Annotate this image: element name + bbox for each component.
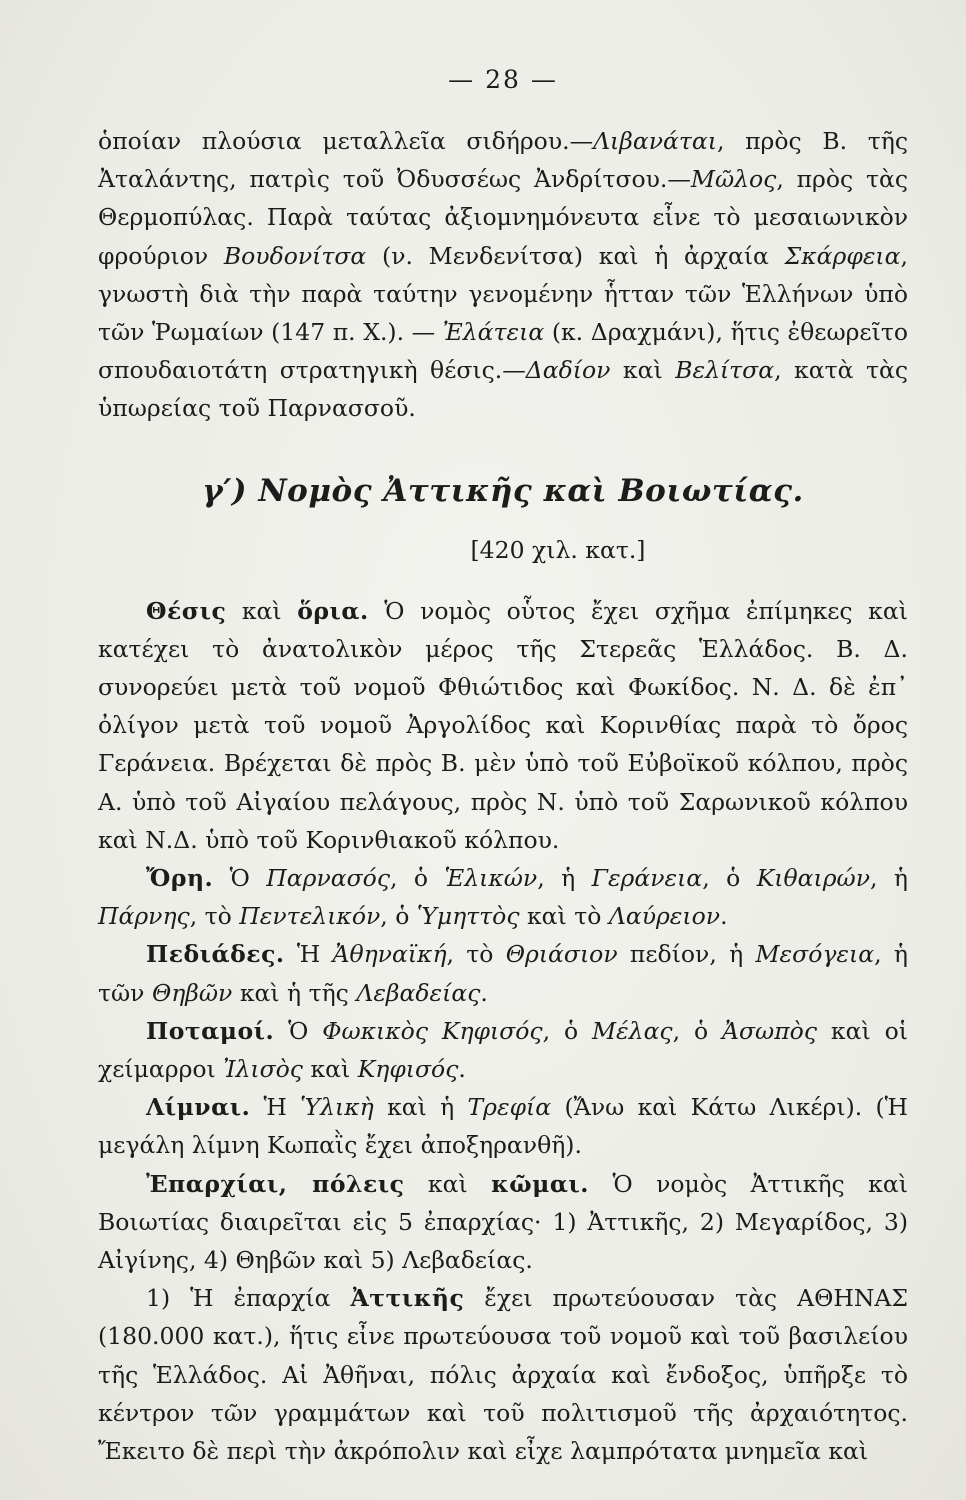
- paragraph-mountains: Ὄρη. Ὁ Παρνασός, ὁ Ἑλικών, ἡ Γεράνεια, ὁ Κιθαιρών, ἡ Πάρνης, τὸ Πεντελικόν, ὁ Ὑμηττὸς καὶ τὸ Λαύρειον.: [98, 864, 908, 931]
- subsection-heading: Ὄρη.: [146, 864, 214, 893]
- paragraph-rivers: Ποταμοί. Ὁ Φωκικὸς Κηφισός, ὁ Μέλας, ὁ Ἀσωπὸς καὶ οἱ χείμαρροι Ἰλισὸς καὶ Κηφισός.: [98, 1016, 908, 1084]
- section-title: γ′) Νομὸς Ἀττικῆς καὶ Βοιωτίας.: [202, 472, 804, 509]
- place-name: Σκάρφεια: [784, 241, 901, 270]
- paragraph-plains: Πεδιάδες. Ἡ Ἀθηναϊκή, τὸ Θριάσιον πεδίον, ἡ Μεσόγεια, ἡ τῶν Θηβῶν καὶ ἡ τῆς Λεβαδείας.: [98, 940, 908, 1007]
- subsection-heading: Ποταμοί.: [146, 1016, 275, 1045]
- province-name: Ἀττικῆς: [350, 1284, 465, 1313]
- place-name: Βουδονίτσα: [223, 241, 367, 270]
- subsection-heading: Θέσις: [146, 596, 227, 625]
- place-name: Βελίτσα: [675, 356, 775, 385]
- place-name: Δαδίον: [525, 356, 611, 385]
- subsection-heading: ὅρια.: [297, 596, 369, 625]
- subsection-heading: Ἐπαρχίαι, πόλεις: [146, 1169, 405, 1198]
- page-number: — 28 —: [448, 65, 558, 94]
- paragraph-position-borders: Θέσις καὶ ὅρια. Ὁ νομὸς οὗτος ἔχει σχῆμα ἐπίμηκες καὶ κατέχει τὸ ἀνατολικὸν μέρος τῆς Στερεᾶς Ἑλλάδος. Β. Δ. συνορεύει μετὰ τοῦ νομοῦ Φθιώτιδος καὶ Φωκίδος. Ν. Δ. δὲ ἐπ᾽ ὀλίγον μετὰ τοῦ νομοῦ Ἀργολίδος καὶ Κορινθίας παρὰ τὸ ὄρος Γεράνεια. Βρέχεται δὲ πρὸς Β. μὲν ὑπὸ τοῦ Εὐβοϊκοῦ κόλπου, πρὸς Α. ὑπὸ τοῦ Αἰγαίου πελάγους, πρὸς Ν. ὑπὸ τοῦ Σαρωνικοῦ κόλπου καὶ Ν.Δ. ὑπὸ τοῦ Κορινθιακοῦ κόλπου.: [98, 596, 908, 854]
- place-name: Μῶλος: [690, 165, 777, 194]
- place-name: Λιβανάται: [593, 127, 717, 155]
- subsection-heading: Πεδιάδες.: [146, 940, 285, 969]
- place-name: Ἐλάτεια: [442, 318, 545, 347]
- subsection-heading: Λίμναι.: [146, 1093, 251, 1122]
- paragraph-attica-province: 1) Ἡ ἐπαρχία Ἀττικῆς ἔχει πρωτεύουσαν τὰς ΑΘΗΝΑΣ (180.000 κατ.), ἥτις εἶνε πρωτεύουσα τοῦ νομοῦ καὶ τοῦ βασιλείου τῆς Ἑλλάδος. Αἱ Ἀθῆναι, πόλις ἀρχαία καὶ ἔνδοξος, ὑπῆρξε τὸ κέντρον τῶν γραμμάτων καὶ τοῦ πολιτισμοῦ τῆς ἀρχαιότητος. Ἔκειτο δὲ περὶ τὴν ἀκρόπολιν καὶ εἶχε λαμπρότατα μνημεῖα καὶ: [98, 1284, 908, 1466]
- paragraph-provinces: Ἐπαρχίαι, πόλεις καὶ κῶμαι. Ὁ νομὸς Ἀττικῆς καὶ Βοιωτίας διαιρεῖται εἰς 5 ἐπαρχίας· 1) Ἀττικῆς, 2) Μεγαρίδος, 3) Αἰγίνης, 4) Θηβῶν καὶ 5) Λεβαδείας.: [98, 1169, 908, 1275]
- subsection-heading: κῶμαι.: [491, 1169, 589, 1198]
- paragraph-lokris-sites: ὁποίαν πλούσια μεταλλεῖα σιδήρου.—Λιβανάται, πρὸς Β. τῆς Ἀταλάντης, πατρὶς τοῦ Ὀδυσσέως Ἀνδρίτσου.—Μῶλος, πρὸς τὰς Θερμοπύλας. Παρὰ ταύτας ἀξιομνημόνευτα εἶνε τὸ μεσαιωνικὸν φρούριον Βουδονίτσα (ν. Μενδενίτσα) καὶ ἡ ἀρχαία Σκάρφεια, γνωστὴ διὰ τὴν παρὰ ταύτην γενομένην ἧτταν τῶν Ἑλλήνων ὑπὸ τῶν Ῥωμαίων (147 π. Χ.). — Ἐλάτεια (κ. Δραχμάνι), ἥτις ἐθεωρεῖτο σπουδαιοτάτη στρατηγικὴ θέσις.—Δαδίον καὶ Βελίτσα, κατὰ τὰς ὑπωρείας τοῦ Παρνασσοῦ.: [98, 127, 908, 423]
- paragraph-lakes: Λίμναι. Ἡ Ὑλικὴ καὶ ἡ Τρεφία (Ἄνω καὶ Κάτω Λικέρι). (Ἡ μεγάλη λίμνη Κωπαῒς ἔχει ἀποξηρανθῆ).: [98, 1093, 908, 1160]
- section-area: [420 χιλ. κατ.]: [470, 535, 646, 564]
